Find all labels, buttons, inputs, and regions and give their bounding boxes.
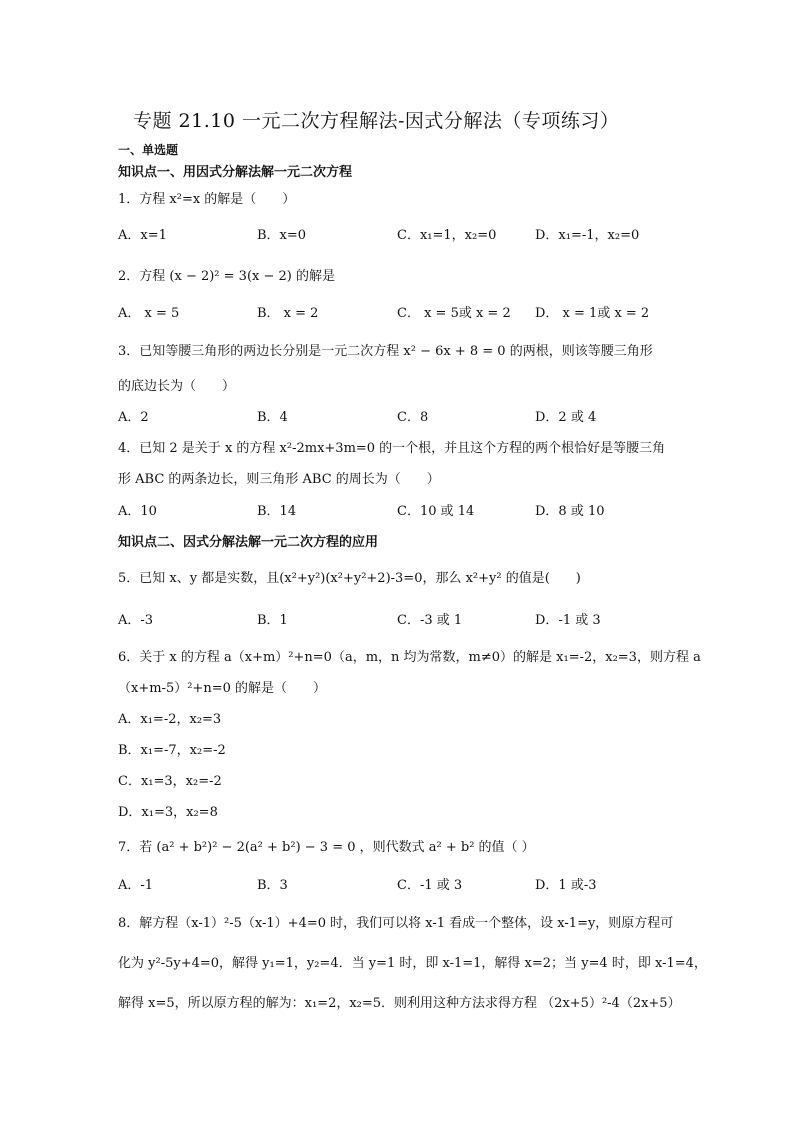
question-3-line-1: 3．已知等腰三角形的两边长分别是一元二次方程 x² − 6x + 8 = 0 的两根，则该等腰三角形 [118,344,653,359]
q1-option-b[interactable]: B．x=0 [257,228,307,243]
question-5-text: 5．已知 x、y 都是实数，且(x²+y²)(x²+y²+2)-3=0，那么 x²+y² 的值是( ) [118,571,581,586]
q7-option-d[interactable]: D．1 或-3 [535,878,597,893]
q7-option-b[interactable]: B．3 [257,878,288,893]
question-4-line-1: 4．已知 2 是关于 x 的方程 x²-2mx+3m=0 的一个根，并且这个方程的两个根恰好是等腰三角 [118,441,666,456]
knowledge-point-1-heading: 知识点一、用因式分解法解一元二次方程 [118,165,353,180]
q5-option-d[interactable]: D．-1 或 3 [535,613,601,628]
question-6-line-1: 6．关于 x 的方程 a（x+m）²+n=0（a，m，n 均为常数，m≠0）的解是 x₁=-2，x₂=3，则方程 a [118,650,701,665]
q6-option-d[interactable]: D．x₁=3，x₂=8 [118,805,218,820]
question-1-text: 1．方程 x²=x 的解是（ ） [118,192,296,207]
q4-option-d[interactable]: D．8 或 10 [535,504,605,519]
q3-option-c[interactable]: C．8 [397,410,429,425]
q2-option-d[interactable]: D． x = 1或 x = 2 [535,306,650,321]
q7-option-c[interactable]: C．-1 或 3 [397,878,463,893]
q2-option-b[interactable]: B． x = 2 [257,306,319,321]
q6-option-c[interactable]: C．x₁=3，x₂=-2 [118,774,222,789]
q5-option-a[interactable]: A．-3 [118,613,154,628]
q1-option-d[interactable]: D．x₁=-1，x₂=0 [535,228,640,243]
knowledge-point-2-heading: 知识点二、因式分解法解一元二次方程的应用 [118,535,379,550]
q2-option-c[interactable]: C． x = 5或 x = 2 [397,306,511,321]
q6-option-a[interactable]: A．x₁=-2，x₂=3 [118,712,222,727]
question-8-line-2: 化为 y²-5y+4=0，解得 y₁=1，y₂=4．当 y=1 时，即 x-1=1，解得 x=2；当 y=4 时，即 x-1=4， [118,956,707,971]
q6-option-b[interactable]: B．x₁=-7，x₂=-2 [118,743,226,758]
section-heading: 一、单选题 [118,143,179,157]
q1-option-c[interactable]: C．x₁=1，x₂=0 [397,228,497,243]
q4-option-c[interactable]: C．10 或 14 [397,504,475,519]
q3-option-b[interactable]: B．4 [257,410,288,425]
question-2-text: 2．方程 (x − 2)² = 3(x − 2) 的解是 [118,269,335,284]
page-title: 专题 21.10 一元二次方程解法-因式分解法（专项练习） [133,110,620,132]
question-4-line-2: 形 ABC 的两条边长，则三角形 ABC 的周长为（ ） [118,472,440,487]
q4-option-a[interactable]: A．10 [118,504,157,519]
question-6-line-2: （x+m-5）²+n=0 的解是（ ） [118,681,326,696]
q4-option-b[interactable]: B．14 [257,504,297,519]
question-8-line-1: 8．解方程（x-1）²-5（x-1）+4=0 时，我们可以将 x-1 看成一个整体，设 x-1=y，则原方程可 [118,916,674,931]
q7-option-a[interactable]: A．-1 [118,878,154,893]
question-8-line-3: 解得 x=5，所以原方程的解为：x₁=2，x₂=5．则利用这种方法求得方程 （2x+5）²-4（2x+5） [118,996,681,1011]
question-3-line-2: 的底边长为（ ） [118,379,236,394]
q3-option-a[interactable]: A．2 [118,410,149,425]
question-7-text: 7．若 (a² + b²)² − 2(a² + b²) − 3 = 0 ，则代数式 a² + b² 的值（ ） [118,840,535,855]
q5-option-c[interactable]: C．-3 或 1 [397,613,463,628]
q2-option-a[interactable]: A． x = 5 [118,306,180,321]
q1-option-a[interactable]: A．x=1 [118,228,167,243]
q3-option-d[interactable]: D．2 或 4 [535,410,597,425]
q5-option-b[interactable]: B．1 [257,613,288,628]
